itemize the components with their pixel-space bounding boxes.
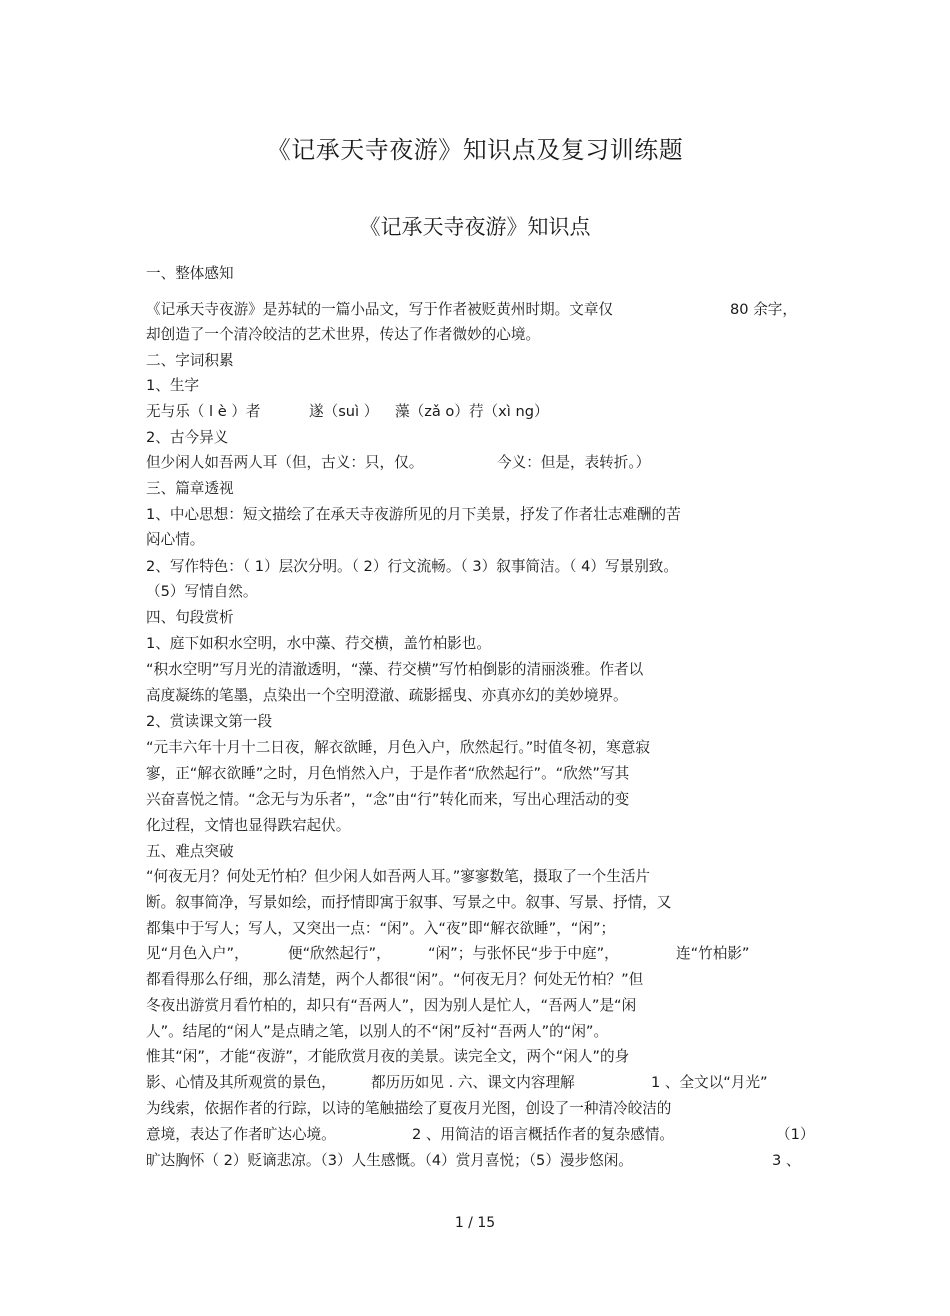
paragraph-line: 冬夜出游赏月看竹柏的，却只有“吾两人”，因为别人是忙人，“吾两人”是“闲 [146,997,637,1014]
paragraph-line: 2、赏读课文第一段 [146,713,273,730]
paragraph-line: “何夜无月？何处无竹柏？但少闲人如吾两人耳。”寥寥数笔，摄取了一个生活片 [146,868,651,885]
page-number: 1 / 15 [454,1215,496,1231]
paragraph-line: “元丰六年十月十二日夜，解衣欲睡，月色入户，欣然起行。”时值冬初，寒意寂 [146,739,651,756]
paragraph-line: 兴奋喜悦之情。“念无与为乐者”，“念”由“行”转化而来，写出心理活动的变 [146,791,630,808]
paragraph-line: 惟其“闲”，才能“夜游”，才能欣赏月夜的美景。读完全文，两个“闲人”的身 [146,1048,630,1065]
paragraph-line: 都看得那么仔细，那么清楚，两个人都很“闲”。“何夜无月？何处无竹柏？”但 [146,971,644,988]
heading-vocabulary: 二、字词积累 [146,352,234,369]
paragraph-line: 人”。结尾的“闲人”是点睛之笔，以别人的不“闲”反衬“吾两人”的“闲”。 [146,1023,609,1040]
paragraph-line: 闷心情。 [146,531,205,548]
paragraph-line: 寥，正“解衣欲睡”之时，月色悄然入户，于是作者“欣然起行”。“欣然”写其 [146,765,630,782]
paragraph-line: 高度凝练的笔墨，点染出一个空明澄澈、疏影摇曳、亦真亦幻的美妙境界。 [146,687,628,704]
paragraph-line: （5）写情自然。 [146,583,258,600]
paragraph-line: 2、写作特色：（ 1）层次分明。（ 2）行文流畅。（ 3）叙事简洁。（ 4）写景别致。 [146,558,678,575]
subheading-word-meaning: 2、古今异义 [146,429,229,446]
document-title: 《记承天寺夜游》知识点及复习训练题 [266,136,684,164]
heading-analysis: 四、句段赏析 [146,609,234,626]
paragraph-line: 1、中心思想：短文描绘了在承天寺夜游所见的月下美景，抒发了作者壮志难酬的苦 [146,506,681,523]
paragraph-line: 为线索，依据作者的行踪，以诗的笔触描绘了夏夜月光图，创设了一种清冷皎洁的 [146,1100,672,1117]
heading-structure: 三、篇章透视 [146,480,234,497]
heading-difficulties: 五、难点突破 [146,843,234,860]
section-subtitle: 《记承天寺夜游》知识点 [359,215,591,239]
subheading-new-words: 1、生字 [146,377,200,394]
paragraph-line: 却创造了一个清冷皎洁的艺术世界，传达了作者微妙的心境。 [146,326,541,343]
paragraph-line: 1、庭下如积水空明，水中藻、荇交横，盖竹柏影也。 [146,635,491,652]
paragraph-line: 都集中于写人；写人，又突出一点：“闲”。入“夜”即“解衣欲睡”，“闲”； [146,920,616,937]
paragraph-line: 化过程，文情也显得跌宕起伏。 [146,817,351,834]
paragraph-line: “积水空明”写月光的清澈透明，“藻、荇交横”写竹柏倒影的清丽淡雅。作者以 [146,661,644,678]
paragraph-line: 断。叙事简净，写景如绘，而抒情即寓于叙事、写景之中。叙事、写景、抒情，又 [146,894,672,911]
heading-overall: 一、整体感知 [146,265,234,282]
